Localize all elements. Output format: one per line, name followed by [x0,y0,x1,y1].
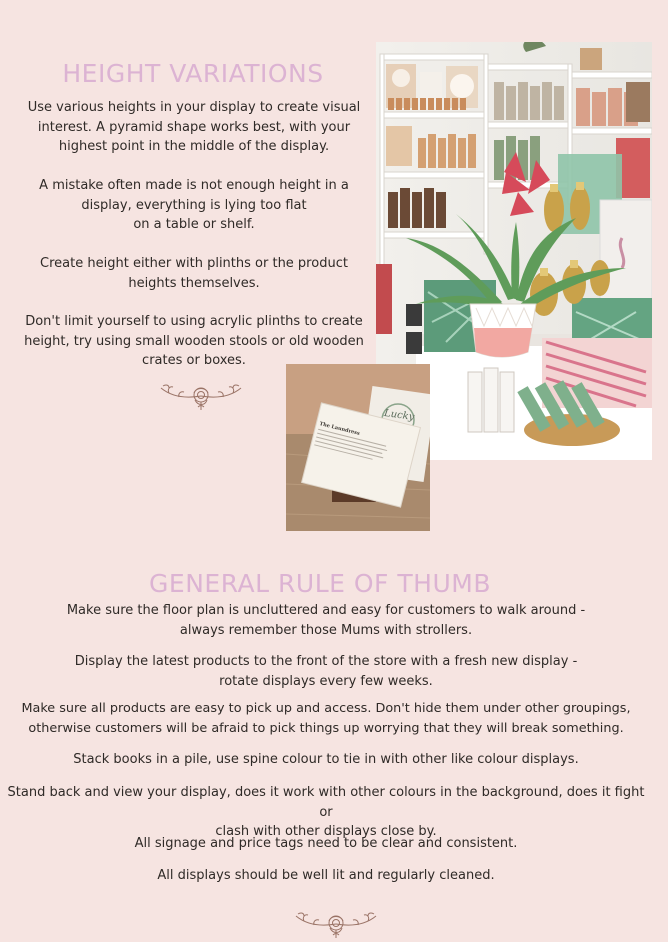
text-line: Use various heights in your display to create visual [27,100,361,115]
text-line: Stack books in a pile, use spine colour to tie in with other like colour displays. [73,752,579,767]
text-line: heights themselves. [128,275,260,291]
section-heading-general-rule: GENERAL RULE OF THUMB [149,568,491,598]
section-heading-height-variations: HEIGHT VARIATIONS [62,58,324,88]
text-line: Display the latest products to the front of the store with a fresh new display - [74,654,578,669]
text-line: Stand back and view your display, does it work with other colours in the background, does it fight or [7,785,645,820]
text-line: interest. A pyramid shape works best, with your [37,119,351,135]
text-line: Create height either with plinths or the product [40,256,348,271]
text-line: Make sure the floor plan is uncluttered and easy for customers to walk around - [66,603,586,618]
floral-ornament-icon [290,904,382,942]
paragraph-floor-plan [4,601,648,640]
gift-card-photo [286,364,430,531]
paragraph-plinth-alternatives [18,312,370,371]
paragraph-latest-products [4,652,648,691]
card-title: The Laundress [318,421,361,437]
card-script-text: Lucky [383,407,416,424]
text-line: height, try using small wooden stools or old wooden [24,333,364,349]
paragraph-stack-books [4,750,648,770]
text-line: Make sure all products are easy to pick up and access. Don't hide them under other groupings, [21,701,631,716]
paragraph-common-mistake [18,176,370,235]
paragraph-stand-back [0,783,652,842]
text-line: crates or boxes. [142,353,246,368]
text-line: clash with other displays close by. [215,824,437,839]
text-line: A mistake often made is not enough height in a [39,178,349,193]
paragraph-signage [4,834,648,854]
text-line: always remember those Mums with strollers. [179,622,473,638]
text-line: rotate displays every few weeks. [219,673,433,689]
text-line: otherwise customers will be afraid to pick things up worrying that they will break something. [28,720,624,736]
text-line: Don't limit yourself to using acrylic plinths to create [25,314,363,329]
paragraph-lighting [4,866,648,886]
text-line: highest point in the middle of the display. [58,139,330,154]
text-line: All displays should be well lit and regularly cleaned. [157,868,495,883]
paragraph-product-access [0,699,652,738]
text-line: All signage and price tags need to be clear and consistent. [134,836,518,851]
text-line: display, everything is lying too flat [81,197,307,213]
floral-ornament-icon [155,376,247,414]
paragraph-visual-interest [18,98,370,157]
paragraph-create-height [18,254,370,293]
text-line: on a table or shelf. [133,217,255,232]
